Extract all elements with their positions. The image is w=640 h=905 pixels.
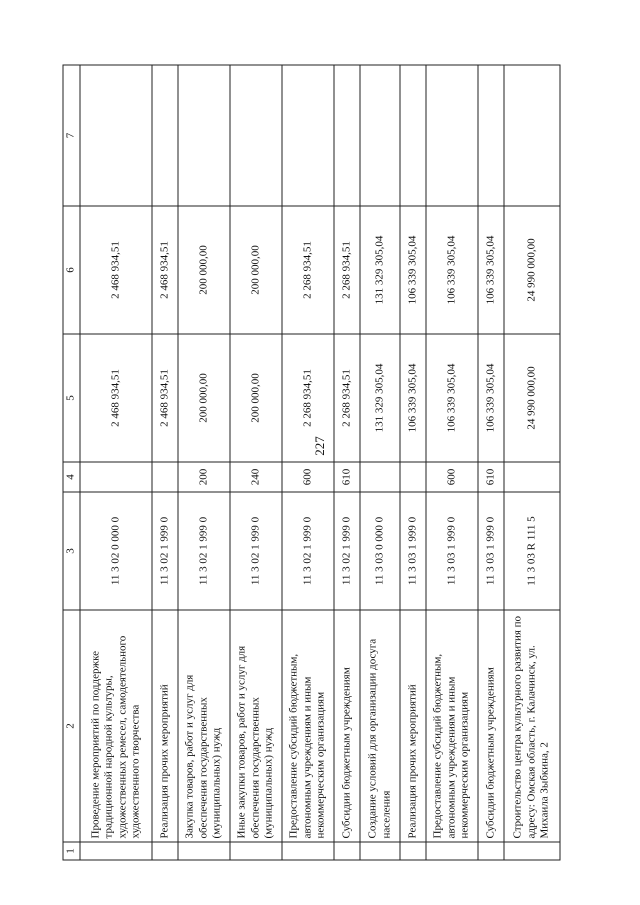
cell-code: 11 3 02 0 000 0: [80, 492, 152, 610]
cell-amount-6: 200 000,00: [178, 206, 230, 334]
cell-amount-6: 106 339 305,04: [478, 206, 504, 334]
cell-type: [152, 462, 178, 492]
cell-code: 11 3 02 1 999 0: [152, 492, 178, 610]
cell-code: 11 3 03 1 999 0: [426, 492, 478, 610]
cell-amount-7: [478, 65, 504, 206]
cell-name: Предоставление субсидий бюджетным, автономным учреждениям и иным некоммерческим организациям: [426, 610, 478, 842]
cell-amount-5: 200 000,00: [178, 334, 230, 462]
cell-amount-7: [334, 65, 360, 206]
rotated-table-container: [62, 66, 582, 861]
cell-type: 610: [478, 462, 504, 492]
table-row: [478, 65, 504, 860]
cell-amount-7: [230, 65, 282, 206]
cell-amount-6: 2 468 934,51: [152, 206, 178, 334]
cell-amount-5: 200 000,00: [230, 334, 282, 462]
column-header: 2: [63, 610, 80, 842]
cell-amount-5: 2 468 934,51: [152, 334, 178, 462]
cell-col1: [178, 842, 230, 860]
cell-amount-6: 24 990 000,00: [504, 206, 560, 334]
cell-name: Предоставление субсидий бюджетным, автономным учреждениям и иным некоммерческим организациям: [282, 610, 334, 842]
table-body: [80, 65, 560, 860]
cell-col1: [504, 842, 560, 860]
column-header: 5: [63, 334, 80, 462]
cell-col1: [282, 842, 334, 860]
table-row: [80, 65, 152, 860]
table-row: [426, 65, 478, 860]
cell-col1: [400, 842, 426, 860]
cell-col1: [478, 842, 504, 860]
table-row: [400, 65, 426, 860]
cell-code: 11 3 03 1 999 0: [400, 492, 426, 610]
cell-amount-6: 2 268 934,51: [282, 206, 334, 334]
table-row: [178, 65, 230, 860]
cell-col1: [334, 842, 360, 860]
cell-amount-7: [360, 65, 400, 206]
column-header: 4: [63, 462, 80, 492]
cell-amount-5: 106 339 305,04: [400, 334, 426, 462]
cell-type: [360, 462, 400, 492]
cell-code: 11 3 03 1 999 0: [478, 492, 504, 610]
cell-amount-5: 24 990 000,00: [504, 334, 560, 462]
header-row: [63, 65, 80, 860]
cell-name: Иные закупки товаров, работ и услуг для обеспечения государственных (муниципальных) нужд: [230, 610, 282, 842]
cell-amount-7: [400, 65, 426, 206]
budget-table: [62, 65, 560, 861]
cell-amount-6: 106 339 305,04: [426, 206, 478, 334]
cell-amount-5: 106 339 305,04: [426, 334, 478, 462]
table-row: [282, 65, 334, 860]
cell-amount-5: 2 468 934,51: [80, 334, 152, 462]
cell-col1: [152, 842, 178, 860]
cell-amount-6: 2 468 934,51: [80, 206, 152, 334]
cell-amount-7: [152, 65, 178, 206]
cell-amount-6: 106 339 305,04: [400, 206, 426, 334]
cell-col1: [360, 842, 400, 860]
cell-amount-6: 200 000,00: [230, 206, 282, 334]
cell-type: 240: [230, 462, 282, 492]
cell-name: Реализация прочих мероприятий: [400, 610, 426, 842]
cell-amount-7: [426, 65, 478, 206]
cell-amount-6: 131 329 305,04: [360, 206, 400, 334]
cell-code: 11 3 02 1 999 0: [334, 492, 360, 610]
table-row: [504, 65, 560, 860]
cell-amount-7: [178, 65, 230, 206]
column-header: 1: [63, 842, 80, 860]
table-row: [152, 65, 178, 860]
cell-amount-7: [80, 65, 152, 206]
cell-name: Субсидии бюджетным учреждениям: [334, 610, 360, 842]
column-header: 6: [63, 206, 80, 334]
cell-type: [400, 462, 426, 492]
cell-type: 610: [334, 462, 360, 492]
table-row: [360, 65, 400, 860]
cell-amount-5: 131 329 305,04: [360, 334, 400, 462]
cell-amount-7: [504, 65, 560, 206]
cell-name: Создание условий для организации досуга населения: [360, 610, 400, 842]
cell-type: 600: [426, 462, 478, 492]
cell-amount-5: 2 268 934,51: [334, 334, 360, 462]
cell-amount-5: 106 339 305,04: [478, 334, 504, 462]
cell-code: 11 3 03 R 111 5: [504, 492, 560, 610]
cell-name: Закупка товаров, работ и услуг для обеспечения государственных (муниципальных) нужд: [178, 610, 230, 842]
column-header: 7: [63, 65, 80, 206]
cell-name: Субсидии бюджетным учреждениям: [478, 610, 504, 842]
cell-type: 600: [282, 462, 334, 492]
cell-name: Проведение мероприятий по поддержке традиционной народной культуры, художественных ремесел, самодеятельного художественного творчества: [80, 610, 152, 842]
table-row: [230, 65, 282, 860]
cell-code: 11 3 02 1 999 0: [178, 492, 230, 610]
page-number: 227: [312, 436, 327, 456]
cell-amount-6: 2 268 934,51: [334, 206, 360, 334]
cell-type: [80, 462, 152, 492]
table-row: [334, 65, 360, 860]
cell-amount-7: [282, 65, 334, 206]
cell-name: Реализация прочих мероприятий: [152, 610, 178, 842]
column-header: 3: [63, 492, 80, 610]
cell-code: 11 3 03 0 000 0: [360, 492, 400, 610]
cell-name: Строительство центра культурного развития по адресу: Омская область, г. Калачинск, ул. Михаила Зыбкина, 2: [504, 610, 560, 842]
cell-amount-5: 2 268 934,51: [282, 334, 334, 462]
cell-type: [504, 462, 560, 492]
cell-col1: [426, 842, 478, 860]
cell-code: 11 3 02 1 999 0: [282, 492, 334, 610]
cell-type: 200: [178, 462, 230, 492]
cell-col1: [80, 842, 152, 860]
cell-col1: [230, 842, 282, 860]
cell-code: 11 3 02 1 999 0: [230, 492, 282, 610]
